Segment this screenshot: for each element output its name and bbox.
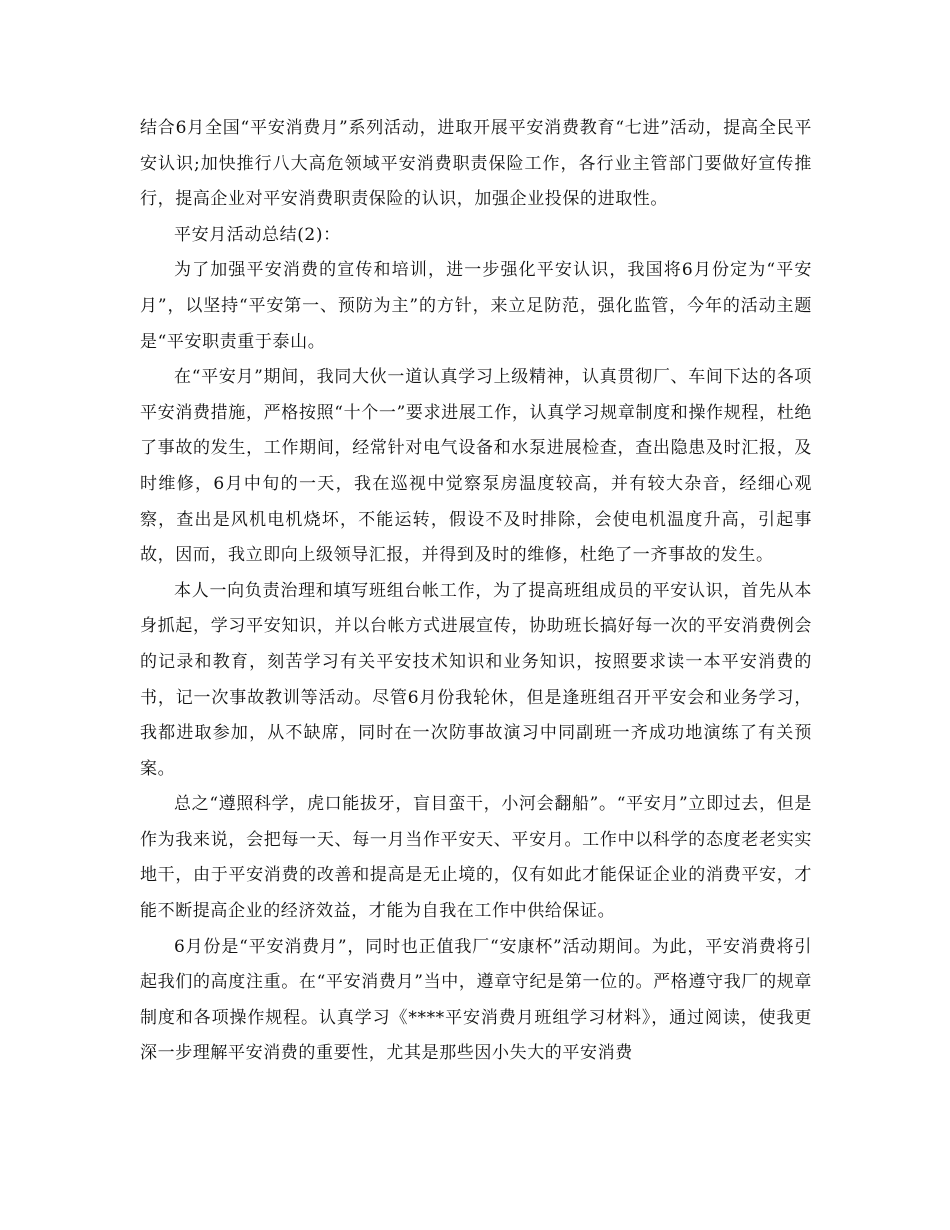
paragraph-6: 总之“遵照科学，虎口能拔牙，盲目蛮干，小河会翻船”。“平安月”立即过去，但是作为我来说，会把每一天、每一月当作平安天、平安月。工作中以科学的态度老老实实地干，由于平安消费的改善和提高是无止境的，仅有如此才能保证企业的消费平安，才能不断提高企业的经济效益，才能为自我在工作中供给保证。 [140, 794, 812, 922]
paragraph-1: 结合6月全国“平安消费月”系列活动，进取开展平安消费教育“七进”活动，提高全民平安认识;加快推行八大高危领域平安消费职责保险工作，各行业主管部门要做好宣传推行，提高企业对平安消费职责保险的认识，加强企业投保的进取性。 [140, 118, 812, 210]
paragraph-4: 在“平安月”期间，我同大伙一道认真学习上级精神，认真贯彻厂、车间下达的各项平安消费措施，严格按照“十个一”要求进展工作，认真学习规章制度和操作规程，杜绝了事故的发生，工作期间，经常针对电气设备和水泵进展检查，查出隐患及时汇报，及时维修，6月中旬的一天，我在巡视中觉察泵房温度较高，并有较大杂音，经细心观察，查出是风机电机烧坏，不能运转，假设不及时排除，会使电机温度升高，引起事故，因而，我立即向上级领导汇报，并得到及时的维修，杜绝了一齐事故的发生。 [140, 367, 812, 566]
document-body [140, 111, 812, 1072]
paragraph-7: 6月份是“平安消费月”，同时也正值我厂“安康杯”活动期间。为此，平安消费将引起我们的高度注重。在“平安消费月”当中，遵章守纪是第一位的。严格遵守我厂的规章制度和各项操作规程。认真学习《****平安消费月班组学习材料》，通过阅读，使我更深一步理解平安消费的重要性，尤其是那些因小失大的平安消费 [140, 936, 812, 1064]
paragraph-3: 为了加强平安消费的宣传和培训，进一步强化平安认识，我国将6月份定为“平安月”，以坚持“平安第一、预防为主”的方针，来立足防范，强化监管，今年的活动主题是“平安职责重于泰山。 [140, 260, 812, 352]
paragraph-5: 本人一向负责治理和填写班组台帐工作，为了提高班组成员的平安认识，首先从本身抓起，学习平安知识，并以台帐方式进展宣传，协助班长搞好每一次的平安消费例会的记录和教育，刻苦学习有关平安技术知识和业务知识，按照要求读一本平安消费的书，记一次事故教训等活动。尽管6月份我轮休，但是逢班组召开平安会和业务学习，我都进取参加，从不缺席，同时在一次防事故演习中同副班一齐成功地演练了有关预案。 [140, 580, 812, 779]
paragraph-2-heading: 平安月活动总结(2)： [174, 224, 341, 245]
